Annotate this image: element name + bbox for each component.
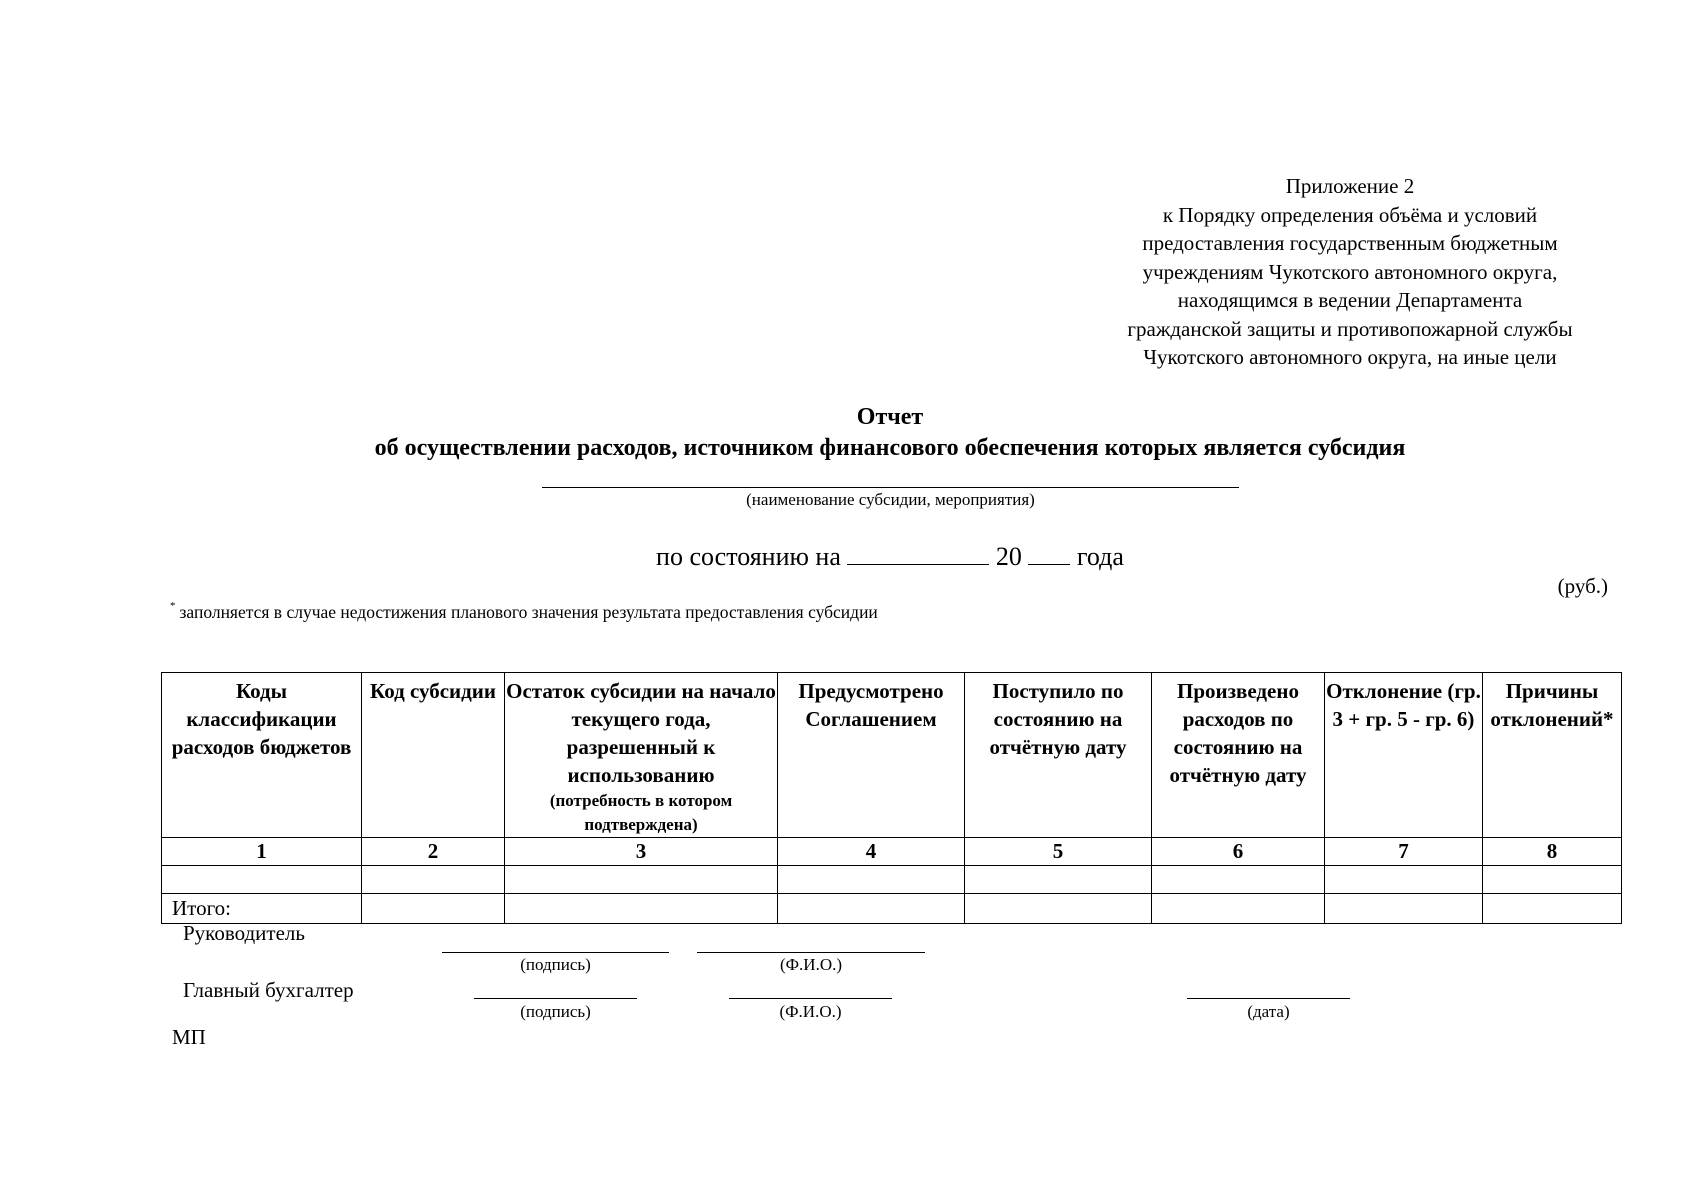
year-blank-field[interactable]: [1028, 542, 1070, 565]
column-number: 6: [1152, 838, 1325, 866]
accountant-name-field[interactable]: [729, 998, 892, 999]
column-header: Причины отклонений*: [1483, 673, 1622, 838]
name-caption: (Ф.И.О.): [779, 1002, 842, 1021]
signature-caption: (подпись): [520, 1002, 591, 1021]
appendix-block: [1080, 172, 1620, 372]
column-header: Предусмотрено Соглашением: [778, 673, 965, 838]
table-cell[interactable]: [1152, 894, 1325, 924]
table-cell[interactable]: [1152, 866, 1325, 894]
column-header-note: (потребность в котором подтверждена): [549, 791, 733, 834]
appendix-line: находящимся в ведении Департамента: [1177, 288, 1523, 312]
signature-caption: (подпись): [520, 955, 591, 974]
table-cell[interactable]: [1483, 866, 1622, 894]
date-field[interactable]: [1187, 998, 1350, 999]
table-row: [162, 866, 1622, 894]
footnote-mark: *: [170, 600, 176, 612]
as-of-prefix: по состоянию на: [656, 542, 841, 571]
as-of-date-line: [0, 542, 1698, 572]
table-cell[interactable]: [778, 866, 965, 894]
name-caption: (Ф.И.О.): [779, 955, 843, 974]
table-cell[interactable]: [1325, 866, 1483, 894]
head-name-field[interactable]: [697, 952, 925, 953]
column-header: Произведено расходов по состоянию на отчётную дату: [1152, 673, 1325, 838]
table-cell[interactable]: [778, 894, 965, 924]
footnote: [170, 602, 878, 623]
table-cell[interactable]: [362, 866, 505, 894]
column-number-row: [162, 838, 1622, 866]
column-number: 3: [505, 838, 778, 866]
date-caption: (дата): [1247, 1002, 1290, 1021]
column-header: Остаток субсидии на начало текущего года, разрешенный к использованию (потребность в котором подтверждена): [505, 673, 778, 838]
appendix-line: к Порядку определения объёма и условий: [1162, 202, 1538, 227]
column-number: 2: [362, 838, 505, 866]
column-header: Коды классификации расходов бюджетов: [162, 673, 362, 838]
head-signature-field[interactable]: [442, 952, 669, 953]
column-number: 1: [162, 838, 362, 866]
table-cell[interactable]: [965, 866, 1152, 894]
table-cell[interactable]: [505, 894, 778, 924]
appendix-line: Приложение 2: [1285, 174, 1415, 198]
table-cell[interactable]: [1325, 894, 1483, 924]
column-header: Поступило по состоянию на отчётную дату: [965, 673, 1152, 838]
total-row: [162, 894, 1622, 924]
appendix-line: предоставления государственным бюджетным: [1142, 231, 1558, 255]
date-blank-field[interactable]: [847, 542, 989, 565]
column-header: Код субсидии: [362, 673, 505, 838]
as-of-suffix: года: [1076, 542, 1124, 571]
report-table: [161, 672, 1622, 924]
table-cell[interactable]: [505, 866, 778, 894]
column-number: 8: [1483, 838, 1622, 866]
column-header: Отклонение (гр. 3 + гр. 5 - гр. 6): [1325, 673, 1483, 838]
appendix-line: гражданской защиты и противопожарной службы: [1127, 316, 1573, 341]
head-label: Руководитель: [183, 921, 305, 945]
total-label: Итого:: [162, 894, 362, 924]
appendix-line: Чукотского автономного округа, на иные цели: [1143, 345, 1557, 369]
subsidy-name-field[interactable]: [542, 487, 1239, 488]
column-number: 5: [965, 838, 1152, 866]
year-prefix: 20: [995, 542, 1022, 571]
table-cell[interactable]: [1483, 894, 1622, 924]
currency-unit: (руб.): [1557, 574, 1608, 598]
accountant-label: Главный бухгалтер: [183, 978, 354, 1002]
table-header-row: [162, 673, 1622, 838]
table-cell[interactable]: [965, 894, 1152, 924]
subsidy-name-caption: (наименование субсидии, мероприятия): [746, 490, 1035, 509]
stamp-label: МП: [172, 1025, 206, 1049]
column-number: 4: [778, 838, 965, 866]
footnote-text: заполняется в случае недостижения планового значения результата предоставления субсидии: [179, 602, 878, 622]
table-cell[interactable]: [162, 866, 362, 894]
table-cell[interactable]: [362, 894, 505, 924]
accountant-signature-field[interactable]: [474, 998, 637, 999]
column-number: 7: [1325, 838, 1483, 866]
report-title: Отчет: [856, 404, 924, 430]
report-subtitle: об осуществлении расходов, источником финансового обеспечения которых является субсидия: [374, 435, 1406, 461]
appendix-line: учреждениям Чукотского автономного округа,: [1142, 259, 1558, 284]
